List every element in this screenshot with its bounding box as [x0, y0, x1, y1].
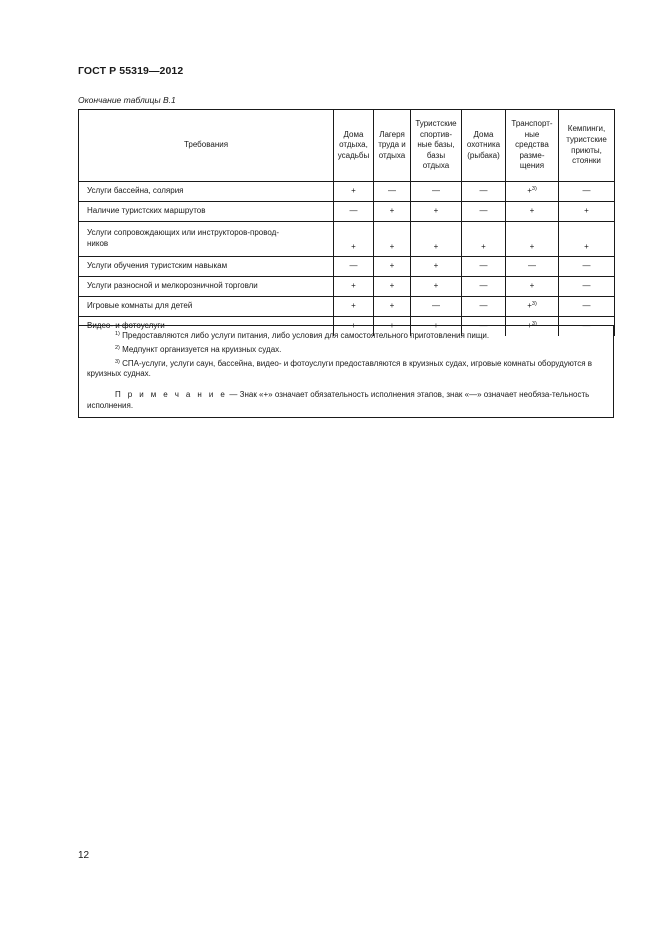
- requirement-cell: Услуги разносной и мелкорозничной торговли: [79, 277, 334, 297]
- requirement-cell: Услуги бассейна, солярия: [79, 182, 334, 202]
- header-col: Туристские спортив- ные базы, базы отдыха: [411, 110, 462, 182]
- footnote: $^{1)}$ Предоставляются либо услуги питания, либо условия для самостоятельного приготовления пищи.: [115, 331, 490, 340]
- value-cell: —: [559, 257, 615, 277]
- value-cell: +$^{3)}$: [506, 317, 559, 337]
- value-cell: +: [506, 222, 559, 257]
- table-note: [87, 390, 606, 412]
- value-cell: +: [559, 202, 615, 222]
- value-cell: —: [334, 202, 374, 222]
- header-requirements: Требования: [79, 110, 334, 182]
- value-cell: +: [334, 297, 374, 317]
- requirement-cell: Игровые комнаты для детей: [79, 297, 334, 317]
- header-col: Лагеря труда и отдыха: [374, 110, 411, 182]
- table-header-row: [79, 110, 615, 182]
- value-cell: +: [374, 277, 411, 297]
- value-cell: —: [559, 297, 615, 317]
- header-col: Дома охотника (рыбака): [462, 110, 506, 182]
- table-row: [79, 182, 615, 202]
- value-cell: —: [462, 317, 506, 337]
- value-cell: —: [559, 317, 615, 337]
- value-cell: —: [506, 257, 559, 277]
- table-row: [79, 257, 615, 277]
- value-cell: —: [559, 277, 615, 297]
- value-cell: +: [334, 277, 374, 297]
- value-cell: —: [374, 182, 411, 202]
- value-cell: +: [374, 317, 411, 337]
- value-cell: +: [411, 202, 462, 222]
- value-cell: +: [506, 277, 559, 297]
- value-cell: —: [462, 257, 506, 277]
- value-cell: —: [411, 297, 462, 317]
- requirement-cell: Видео- и фотоуслуги: [79, 317, 334, 337]
- value-cell: —: [462, 202, 506, 222]
- value-cell: —: [411, 182, 462, 202]
- requirement-cell: Услуги обучения туристским навыкам: [79, 257, 334, 277]
- table-row: [79, 297, 615, 317]
- footnote: $^{3)}$ СПА-услуги, услуги саун, бассейна, видео- и фотоуслуги предоставляются в круизных судах, игровые комнаты оборудуются в круизных суднах.: [87, 358, 593, 379]
- value-cell: +: [411, 257, 462, 277]
- value-cell: +: [374, 297, 411, 317]
- value-cell: —: [462, 297, 506, 317]
- value-cell: +$^{3)}$: [506, 297, 559, 317]
- value-cell: +: [411, 277, 462, 297]
- table-row: [79, 277, 615, 297]
- value-cell: +: [374, 257, 411, 277]
- requirement-cell: Наличие туристских маршрутов: [79, 202, 334, 222]
- value-cell: +: [462, 222, 506, 257]
- page-number: 12: [78, 850, 90, 861]
- value-cell: +: [411, 317, 462, 337]
- value-cell: +: [374, 202, 411, 222]
- note-text: — Знак «+» означает обязательность исполнения этапов, знак «—» означает необяза-тельность исполнения.: [87, 390, 590, 410]
- table-row: [79, 222, 615, 257]
- value-cell: +: [334, 182, 374, 202]
- footnote: $^{2)}$ Медпункт организуется на круизных судах.: [115, 344, 282, 354]
- value-cell: +: [506, 202, 559, 222]
- requirements-table: [78, 109, 615, 336]
- value-cell: +$^{3)}$: [506, 182, 559, 202]
- value-cell: —: [462, 182, 506, 202]
- value-cell: +: [559, 222, 615, 257]
- table-row: [79, 202, 615, 222]
- requirement-cell: Услуги сопровождающих или инструкторов-провод- ников: [79, 222, 334, 257]
- value-cell: —: [462, 277, 506, 297]
- value-cell: +: [334, 317, 374, 337]
- value-cell: —: [334, 257, 374, 277]
- value-cell: +: [374, 222, 411, 257]
- table-caption: Окончание таблицы В.1: [78, 95, 176, 105]
- footnotes-box: [78, 325, 614, 418]
- header-col: Кемпинги, туристские приюты, стоянки: [559, 110, 615, 182]
- value-cell: —: [559, 182, 615, 202]
- value-cell: +: [411, 222, 462, 257]
- header-col: Транспорт- ные средства разме- щения: [506, 110, 559, 182]
- note-label: П р и м е ч а н и е: [115, 390, 228, 400]
- header-col: Дома отдыха, усадьбы: [334, 110, 374, 182]
- document-header: ГОСТ Р 55319—2012: [78, 65, 184, 77]
- value-cell: +: [334, 222, 374, 257]
